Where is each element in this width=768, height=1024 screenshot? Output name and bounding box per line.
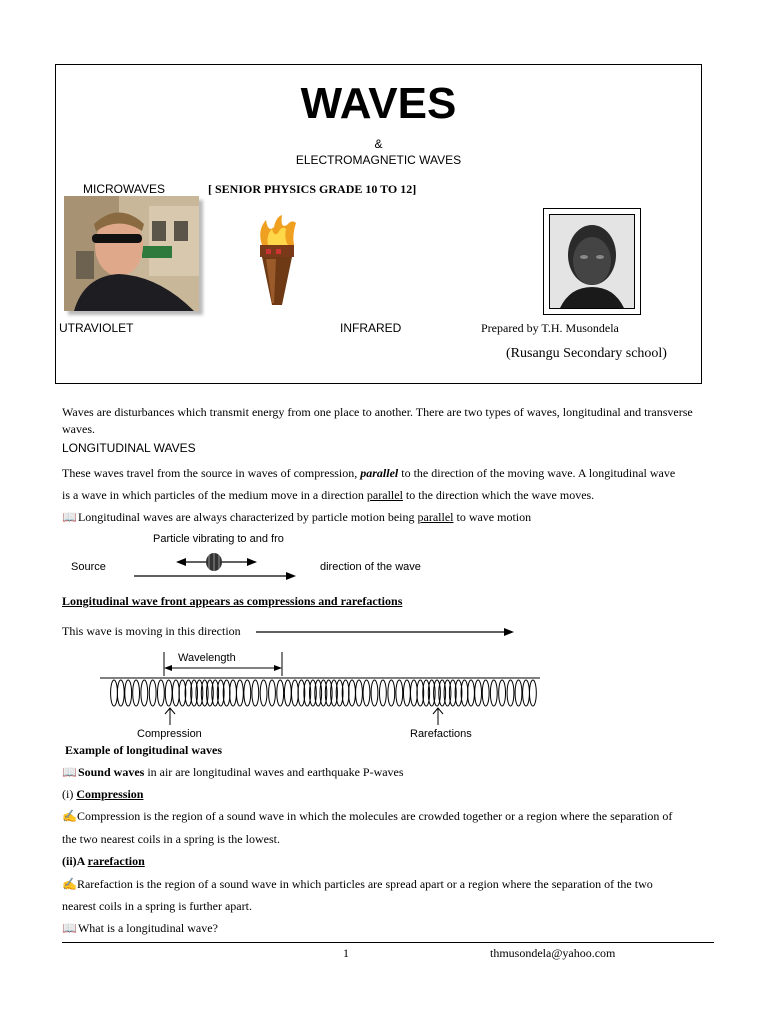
footer-rule <box>62 942 714 943</box>
ultraviolet-label: UTRAVIOLET <box>59 321 134 335</box>
text-run: to the direction of the moving wave. A longitudinal wave <box>398 466 676 480</box>
intro-paragraph: Waves are disturbances which transmit energy from one place to another. There are two types of waves, longitudinal and transverse waves. <box>62 405 693 436</box>
moving-direction-arrow <box>250 625 520 639</box>
footer-email: thmusondela@yahoo.com <box>490 946 616 960</box>
spring-coil <box>530 680 537 706</box>
spring-coil <box>388 680 395 706</box>
spring-coil <box>165 680 172 706</box>
spring-coil <box>371 680 378 706</box>
photo-portrait <box>543 208 641 315</box>
text-run: Longitudinal waves are always characterized by particle motion being <box>77 510 418 524</box>
spring-coil <box>277 680 284 706</box>
spring-coil <box>499 680 506 706</box>
prepared-by: Prepared by T.H. Musondela <box>481 321 619 335</box>
title-box <box>55 64 702 384</box>
spring-coil <box>260 680 267 706</box>
spring-coil <box>515 680 522 706</box>
underlined-parallel: parallel <box>366 488 403 502</box>
sound-waves-line <box>62 761 404 783</box>
question-text: What is a longitudinal wave? <box>77 921 218 935</box>
subtitle: ELECTROMAGNETIC WAVES <box>295 153 462 167</box>
microwaves-label: MICROWAVES <box>83 182 166 196</box>
text-run: Rarefaction is the region of a sound wave in which particles are spread apart or a region where the separation of the two <box>76 877 653 891</box>
direction-label: direction of the wave <box>320 561 421 573</box>
page-title: WAVES <box>300 79 457 128</box>
spring-coil <box>349 680 356 706</box>
book-icon: 📖 <box>62 765 77 779</box>
rarefactions-label: Rarefactions <box>410 728 472 740</box>
spring-coil <box>117 680 124 706</box>
spring-coil <box>507 680 514 706</box>
examples-heading: Example of longitudinal waves <box>65 743 223 757</box>
book-icon: 📖 <box>62 510 77 524</box>
wavelength-label: Wavelength <box>178 652 236 664</box>
compression-label: Compression <box>137 728 202 740</box>
book-icon: 📖 <box>62 921 77 935</box>
pen-icon: ✍ <box>62 877 77 891</box>
particle-label: Particle vibrating to and fro <box>153 533 284 545</box>
spring-coil <box>269 680 276 706</box>
text-run: is a wave in which particles of the medium move in a direction <box>62 488 367 502</box>
spring-coil <box>125 680 132 706</box>
rarefaction-text-line2: nearest coils in a spring is further apart. <box>62 899 252 913</box>
question-line <box>62 917 218 939</box>
torch-icon <box>252 215 302 315</box>
spring-coil <box>141 680 148 706</box>
spring-coil <box>237 680 244 706</box>
spring-coil <box>149 680 156 706</box>
bullet-line <box>62 506 722 528</box>
spring-coil <box>411 680 418 706</box>
text-run: These waves travel from the source in waves of compression, <box>62 466 361 480</box>
spring-coil <box>490 680 497 706</box>
photo-man <box>64 196 199 311</box>
grade-label: [ SENIOR PHYSICS GRADE 10 TO 12] <box>208 182 417 196</box>
list-number: (i) <box>62 787 77 801</box>
spring-coil <box>396 680 403 706</box>
text-run: to wave motion <box>453 510 532 524</box>
school-name: (Rusangu Secondary school) <box>506 346 667 361</box>
spring-coil <box>404 680 411 706</box>
spring-coil <box>173 680 180 706</box>
text-run: to the direction which the wave moves. <box>402 488 595 502</box>
moving-direction-label: This wave is moving in this direction <box>62 624 241 638</box>
spring-coil <box>468 680 475 706</box>
rarefaction-text-line1 <box>62 873 653 895</box>
spring-coil <box>380 680 387 706</box>
text-run: in air are longitudinal waves and earthquake P-waves <box>144 765 404 779</box>
pen-icon: ✍ <box>62 809 77 823</box>
spring-coil <box>230 680 237 706</box>
source-label: Source <box>71 561 106 573</box>
compression-text-line1 <box>62 805 672 827</box>
spring-coil <box>356 680 363 706</box>
emphasis-sound-waves: Sound waves <box>77 765 145 779</box>
spring-coil <box>158 680 165 706</box>
spring-coil <box>284 680 291 706</box>
list-number: (ii)A <box>62 854 88 868</box>
spring-coil <box>523 680 530 706</box>
particle-diagram <box>120 548 310 588</box>
spring-coil <box>363 680 370 706</box>
spring-diagram <box>100 650 550 730</box>
spring-coil <box>252 680 259 706</box>
section-heading-longitudinal: LONGITUDINAL WAVES <box>62 441 196 455</box>
rarefaction-title: rarefaction <box>87 854 145 868</box>
spring-coil <box>292 680 299 706</box>
underlined-parallel: parallel <box>417 510 454 524</box>
spring-coil <box>482 680 489 706</box>
spring-coil <box>111 680 118 706</box>
longitudinal-paragraph-line2 <box>62 484 722 506</box>
spring-coil <box>475 680 482 706</box>
rarefaction-heading <box>62 850 145 872</box>
spring-coil <box>133 680 140 706</box>
compression-heading <box>62 783 143 805</box>
longitudinal-paragraph-line1 <box>62 462 722 484</box>
compression-text-line2: the two nearest coils in a spring is the lowest. <box>62 832 280 846</box>
ampersand: & <box>374 137 383 151</box>
spring-coil <box>244 680 251 706</box>
page-number: 1 <box>343 946 349 960</box>
compression-title: Compression <box>76 787 144 801</box>
emphasis-parallel: parallel <box>360 466 399 480</box>
infrared-label: INFRARED <box>340 321 402 335</box>
text-run: Compression is the region of a sound wave in which the molecules are crowded together or a region where the separation of <box>76 809 673 823</box>
wavefront-heading: Longitudinal wave front appears as compressions and rarefactions <box>62 594 403 608</box>
